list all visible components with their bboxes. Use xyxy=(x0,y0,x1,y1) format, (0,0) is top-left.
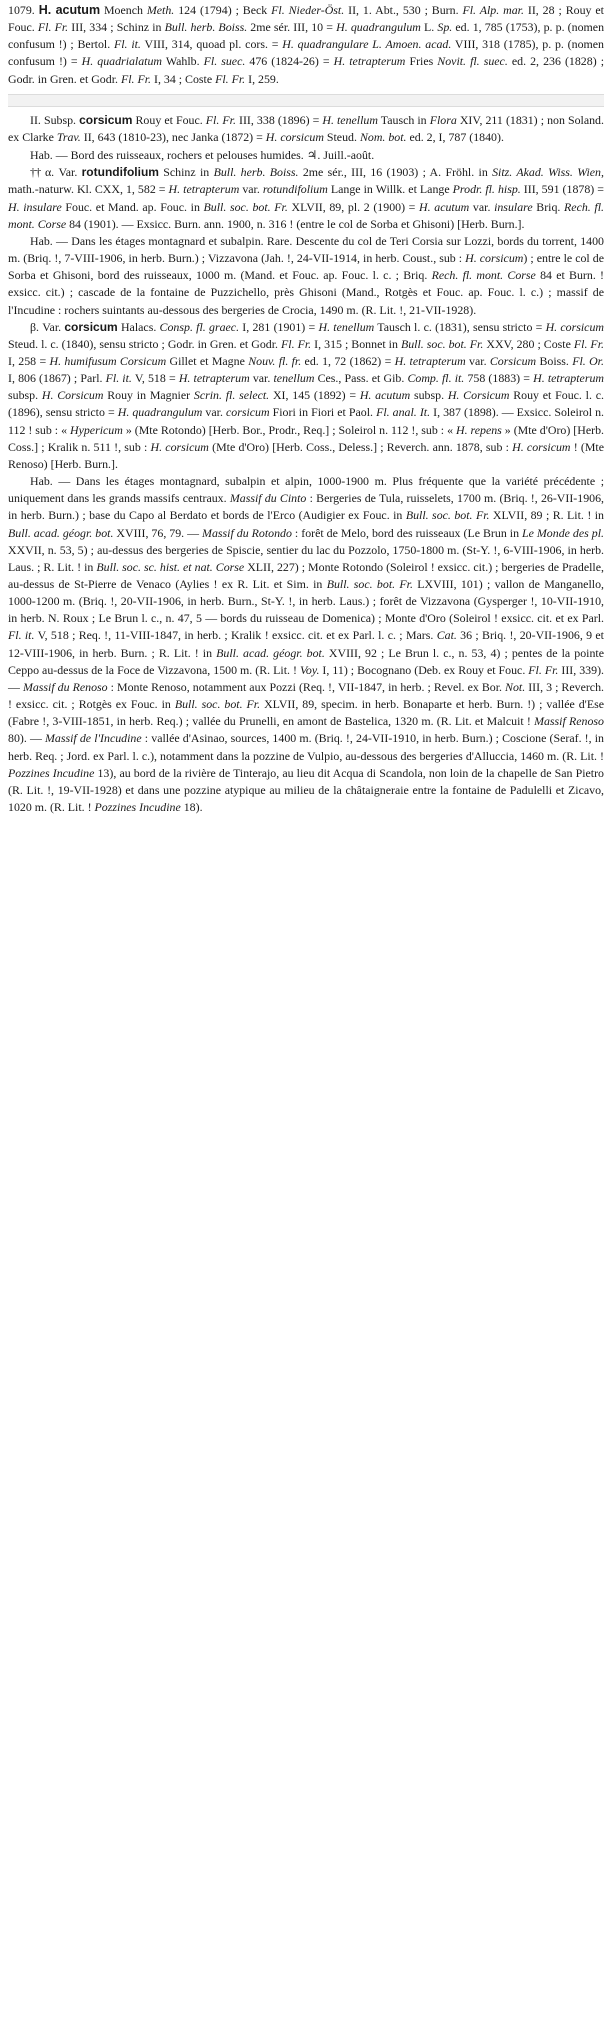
species-entry: 1079. H. acutum Moench Meth. 124 (1794) ; Beck Fl. Nieder-Öst. II, 1. Abt., 530 ; Burn. Fl. Alp. mar. II, 28 ; Rouy et Fouc. Fl. Fr. III, 334 ; Schinz in Bull. herb. Boiss. 2me sér. III, 10 = H. quadrangulum L. Sp. ed. 1, 785 (1753), p. p. (nomen confusum !) ; Bertol. Fl. it. VIII, 314, quoad pl. cors. = H. quadrangulare L. Amoen. acad. VIII, 318 (1785), p. p. (nomen confusum !) = H. quadrialatum Wahlb. Fl. suec. 476 (1824-26) = H. tetrapterum Fries Novit. fl. suec. ed. 2, 236 (1828) ; Godr. in Gren. et Godr. Fl. Fr. I, 34 ; Coste Fl. Fr. I, 259. xyxy=(8,3,605,86)
habitat-beta: Hab. — Dans les étages montagnard, subalpin et alpin, 1000-1900 m. Plus fréquente que la variété précédente ; uniquement dans les grands massifs centraux. Massif du Cinto : Bergeries de Tula, ruisselets, 1700 m. (Briq. !, 26-VII-1906, in herb. Burn.) ; base du Capo al Berdato et bords de l'Erco (Audigier ex Fouc. in Bull. soc. bot. Fr. XLVII, 89 ; R. Lit. ! in Bull. acad. géogr. bot. XVIII, 76, 79. — Massif du Rotondo : forêt de Melo, bord des ruisseaux (Le Brun in Le Monde des pl. XXVII, n. 53, 5) ; au-dessus des bergeries de Spiscie, sentier du lac du Pozzolo, 1750-1800 m. (St-Y. !, 6-VIII-1906, in herb. Laus. ; R. Lit. ! in Bull. soc. sc. hist. et nat. Corse XLII, 227) ; Monte Rotondo (Soleirol ! exsicc. cit.) ; bergeries de Pradelle, au-dessus de St-Pierre de Venaco (Aylies ! ex R. Lit. et Sim. in Bull. soc. bot. Fr. LXVIII, 101) ; vallon de Manganello, 1000-1200 m. (Briq. !, 20-VII-1906, in herb. Burn., St-Y. !, in herb. Laus.) ; forêt de Vizzavona (Gysperger !, 10-VII-1910, in herb. N. Roux ; Le Brun l. c., n. 47, 5 — bords du ruisseau de Domenica) ; Monte d'Oro (Soleirol ! exsicc. cit. et ex Parl. Fl. it. V, 518 ; Req. !, 11-VIII-1847, in herb. ; Kralik ! exsicc. cit. et ex Parl. l. c. ; Mars. Cat. 36 ; Briq. !, 20-VII-1906, 9 et 12-VIII-1906, in herb. Burn. ; R. Lit. ! in Bull. acad. géogr. bot. XVIII, 92 ; Le Brun l. c., n. 53, 4) ; pentes de la pointe Ceppo au-dessus de la Foce de Vizzavona, 1500 m. (R. Lit. ! Voy. I, 11) ; Bocognano (Deb. ex Rouy et Fouc. Fl. Fr. III, 339). — Massif du Renoso : Monte Renoso, notamment aux Pozzi (Req. !, VII-1847, in herb. ; Revel. ex Bor. Not. III, 3 ; Reverch. ! exsicc. cit. ; Rotgès ex Fouc. in Bull. soc. bot. Fr. XLVII, 89, specim. in herb. Bonaparte et herb. Burn. !) ; vallée d'Ese (Fabre !, 3-VIII-1851, in herb. Req.) ; vallée du Prunelli, en amont de Bastelica, 1320 m. (R. Lit. et Malcuit ! Massif Renoso 80). — Massif de l'Incudine : vallée d'Asinao, sources, 1400 m. (Briq. !, 24-VII-1910, in herb. Burn.) ; Coscione (Seraf. !, in herb. Req. ; Jord. ex Parl. l. c.), notamment dans la pozzine de Vulpio, au-dessous des bergeries d'Alluccia, 1460 m. (R. Lit. ! Pozzines Incudine 13), au bord de la rivière de Tinterajo, au lieu dit Acqua di Scandola, non loin de la chapelle de San Pietro (R. Lit. !, 19-VII-1928) et dans une pozzine atypique au milieu de la châtaigneraie entre la fontaine de Padulelli et Zicavo, 1020 m. (R. Lit. ! Pozzines Incudine 18). xyxy=(8,474,605,815)
scan-divider xyxy=(8,94,604,107)
species-name: H. acutum xyxy=(38,3,101,17)
habitat-subspecies: Hab. — Bord des ruisseaux, rochers et pelouses humides. ♃. Juill.-août. xyxy=(30,148,375,163)
habitat-alpha: Hab. — Dans les étages montagnard et subalpin. Rare. Descente du col de Teri Corsia sur Lozzi, bords du torrent, 1400 m. (Briq. !, 7-VIII-1906, in herb. Burn.) ; Vizzavona (Jah. !, 24-VII-1914, in herb. Coust., sub : H. corsicum) ; entre le col de Sorba et Ghisoni, bord des ruisseaux, 1000 m. (Mand. et Fouc. ap. Fouc. l. c. ; Briq. Rech. fl. mont. Corse 84 et Burn. ! exsicc. cit.) ; cascade de la fontaine de Puzzichello, près Ghisoni (Mand., Rotgès et Fouc. ap. Fouc. l. c.) ; massif de l'Incudine : rochers suintants au-dessous des bergeries de Crocia, 1490 m. (R. Lit. !, 21-VII-1928). xyxy=(8,233,605,317)
variety-beta-entry: β. Var. corsicum Halacs. Consp. fl. graec. I, 281 (1901) = H. tenellum Tausch l. c. (1831), sensu stricto = H. corsicum Steud. l. c. (1840), sensu stricto ; Godr. in Gren. et Godr. Fl. Fr. I, 315 ; Bonnet in Bull. soc. bot. Fr. XXV, 280 ; Coste Fl. Fr. I, 258 = H. humifusum Corsicum Gillet et Magne Nouv. fl. fr. ed. 1, 72 (1862) = H. tetrapterum var. Corsicum Boiss. Fl. Or. I, 806 (1867) ; Parl. Fl. it. V, 518 = H. tetrapterum var. tenellum Ces., Pass. et Gib. Comp. fl. it. 758 (1883) = H. tetrapterum subsp. H. Corsicum Rouy in Magnier Scrin. fl. select. XI, 145 (1892) = H. acutum subsp. H. Corsicum Rouy et Fouc. l. c. (1896), sensu stricto = H. quadrangulum var. corsicum Fiori in Fiori et Paol. Fl. anal. It. I, 387 (1898). — Exsicc. Soleirol n. 112 ! sub : « Hypericum » (Mte Rotondo) [Herb. Bor., Prodr., Req.] ; Soleirol n. 112 !, sub : « H. repens » (Mte d'Oro) [Herb. Coss.] ; Kralik n. 511 !, sub : H. corsicum (Mte d'Oro) [Herb. Coss., Deless.] ; Reverch. ann. 1878, sub : H. corsicum ! (Mte Renoso) [Herb. Burn.]. xyxy=(8,319,605,471)
variety-beta-name: corsicum xyxy=(64,319,118,334)
subspecies-entry: II. Subsp. corsicum Rouy et Fouc. Fl. Fr. III, 338 (1896) = H. tenellum Tausch in Flora XIV, 211 (1831) ; non Soland. ex Clarke Trav. II, 643 (1810-23), nec Janka (1872) = H. corsicum Steud. Nom. bot. ed. 2, I, 787 (1840). xyxy=(8,112,604,144)
variety-alpha-entry: †† α. Var. rotundifolium Schinz in Bull. herb. Boiss. 2me sér., III, 16 (1903) ; A. Fröhl. in Sitz. Akad. Wiss. Wien, math.-naturw. Kl. CXX, 1, 582 = H. tetrapterum var. rotundifolium Lange in Willk. et Lange Prodr. fl. hisp. III, 591 (1878) = H. insulare Fouc. et Mand. ap. Fouc. in Bull. soc. bot. Fr. XLVII, 89, pl. 2 (1900) = H. acutum var. insulare Briq. Rech. fl. mont. Corse 84 (1901). — Exsicc. Burn. ann. 1900, n. 316 ! (entre le col de Sorba et Ghisoni) [Herb. Burn.]. xyxy=(8,165,604,231)
dagger-marks: †† xyxy=(30,165,43,180)
subspecies-name: corsicum xyxy=(79,112,133,127)
entry-number: 1079. xyxy=(8,3,35,17)
variety-alpha-name: rotundifolium xyxy=(81,165,159,180)
